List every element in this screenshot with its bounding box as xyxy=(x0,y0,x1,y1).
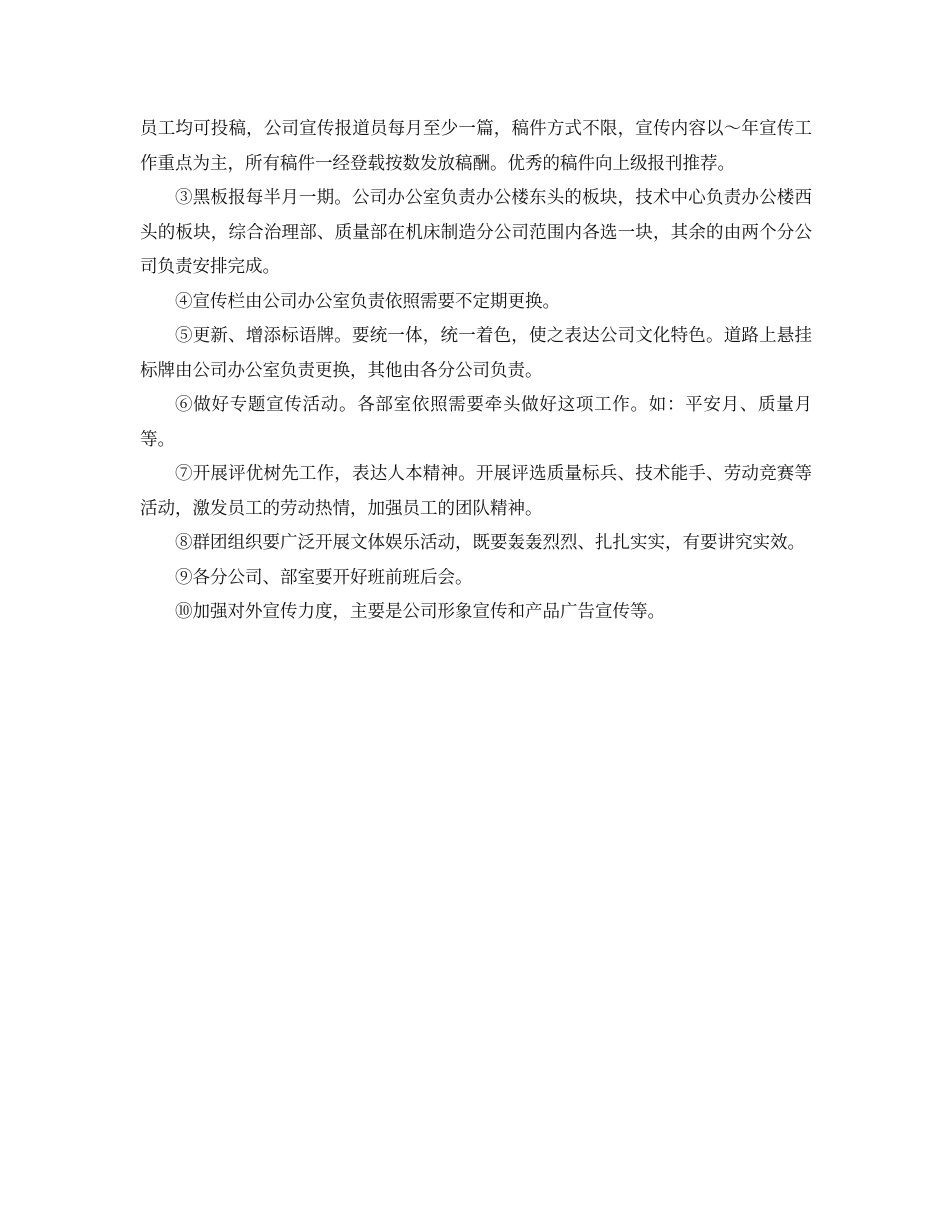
paragraph-item-5: ⑤更新、增添标语牌。要统一体，统一着色，使之表达公司文化特色。道路上悬挂标牌由公司办公室负责更换，其他由各分公司负责。 xyxy=(140,326,812,381)
paragraph-continuation: 员工均可投稿，公司宣传报道员每月至少一篇，稿件方式不限，宣传内容以～年宣传工作重点为主，所有稿件一经登载按数发放稿酬。优秀的稿件向上级报刊推荐。 xyxy=(140,119,812,174)
document-body xyxy=(140,112,812,630)
paragraph-item-8: ⑧群团组织要广泛开展文体娱乐活动，既要轰轰烈烈、扎扎实实，有要讲究实效。 xyxy=(175,533,805,553)
paragraph-item-6: ⑥做好专题宣传活动。各部室依照需要牵头做好这项工作。如：平安月、质量月等。 xyxy=(140,395,812,450)
paragraph-item-7: ⑦开展评优树先工作，表达人本精神。开展评选质量标兵、技术能手、劳动竞赛等活动，激发员工的劳动热情，加强员工的团队精神。 xyxy=(140,464,812,519)
paragraph-item-3: ③黑板报每半月一期。公司办公室负责办公楼东头的板块，技术中心负责办公楼西头的板块，综合治理部、质量部在机床制造分公司范围内各选一块，其余的由两个分公司负责安排完成。 xyxy=(140,188,812,277)
paragraph-item-9: ⑨各分公司、部室要开好班前班后会。 xyxy=(175,567,473,588)
paragraph-item-4: ④宣传栏由公司办公室负责依照需要不定期更换。 xyxy=(175,291,560,312)
paragraph-item-10: ⑩加强对外宣传力度，主要是公司形象宣传和产品广告宣传等。 xyxy=(175,602,665,622)
